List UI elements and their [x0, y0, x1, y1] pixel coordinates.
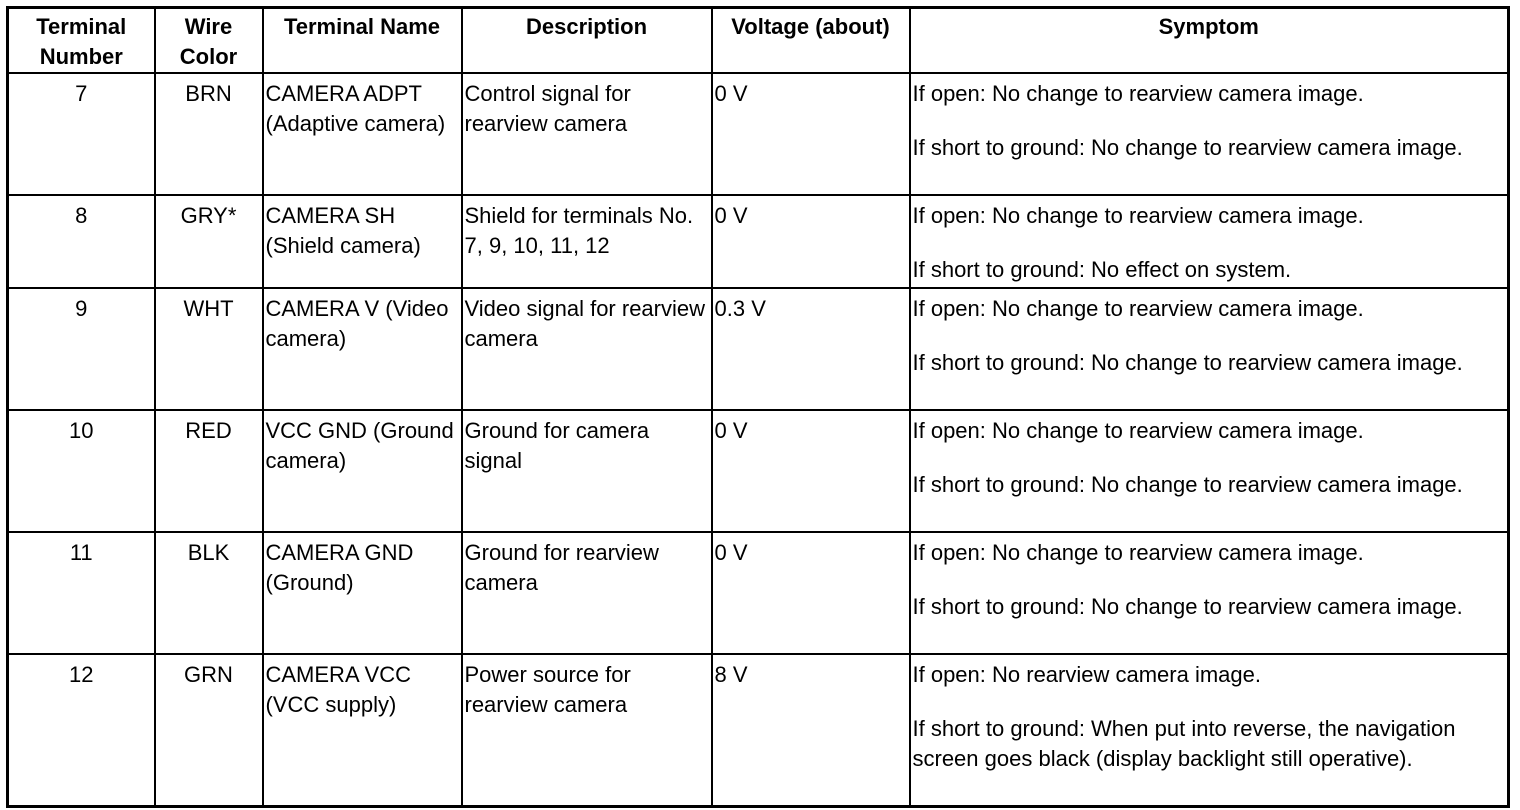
cell-terminal-number: 11 — [8, 532, 155, 654]
cell-symptom — [910, 73, 1509, 195]
cell-terminal-number: 9 — [8, 288, 155, 410]
cell-terminal-number: 8 — [8, 195, 155, 288]
cell-symptom — [910, 410, 1509, 532]
table-body — [8, 73, 1509, 806]
cell-voltage: 8 V — [712, 654, 910, 806]
header-symptom: Symptom — [910, 8, 1509, 74]
cell-terminal-number: 7 — [8, 73, 155, 195]
cell-terminal-name: CAMERA SH (Shield camera) — [263, 195, 462, 288]
cell-terminal-name: VCC GND (Ground camera) — [263, 410, 462, 532]
cell-symptom — [910, 288, 1509, 410]
header-terminal-number: Terminal Number — [8, 8, 155, 74]
cell-description: Shield for terminals No. 7, 9, 10, 11, 12 — [462, 195, 712, 288]
symptom-short: If short to ground: When put into reverse, the navigation screen goes black (display backlight still operative). — [912, 716, 1456, 771]
header-wire-color: Wire Color — [155, 8, 263, 74]
cell-wire-color: RED — [155, 410, 263, 532]
cell-terminal-name: CAMERA GND (Ground) — [263, 532, 462, 654]
cell-wire-color: WHT — [155, 288, 263, 410]
symptom-short: If short to ground: No change to rearview camera image. — [912, 135, 1463, 160]
symptom-open: If open: No rearview camera image. — [912, 662, 1261, 687]
cell-terminal-number: 10 — [8, 410, 155, 532]
symptom-open: If open: No change to rearview camera image. — [912, 540, 1364, 565]
table-row — [8, 195, 1509, 288]
cell-terminal-number: 12 — [8, 654, 155, 806]
cell-wire-color: BLK — [155, 532, 263, 654]
symptom-short: If short to ground: No change to rearview camera image. — [912, 472, 1463, 497]
symptom-open: If open: No change to rearview camera image. — [912, 203, 1364, 228]
cell-wire-color: GRY* — [155, 195, 263, 288]
cell-symptom — [910, 654, 1509, 806]
cell-voltage: 0 V — [712, 195, 910, 288]
cell-symptom — [910, 532, 1509, 654]
table-row — [8, 73, 1509, 195]
symptom-short: If short to ground: No change to rearview camera image. — [912, 350, 1463, 375]
cell-voltage: 0 V — [712, 410, 910, 532]
cell-symptom — [910, 195, 1509, 288]
header-description: Description — [462, 8, 712, 74]
cell-description: Control signal for rearview camera — [462, 73, 712, 195]
table-row — [8, 288, 1509, 410]
symptom-short: If short to ground: No effect on system. — [912, 257, 1292, 282]
table-row — [8, 532, 1509, 654]
cell-terminal-name: CAMERA ADPT (Adaptive camera) — [263, 73, 462, 195]
cell-description: Video signal for rearview camera — [462, 288, 712, 410]
cell-voltage: 0 V — [712, 532, 910, 654]
header-row — [8, 8, 1509, 74]
cell-terminal-name: CAMERA VCC (VCC supply) — [263, 654, 462, 806]
table-row — [8, 410, 1509, 532]
table-header — [8, 8, 1509, 74]
cell-description: Ground for rearview camera — [462, 532, 712, 654]
header-terminal-name: Terminal Name — [263, 8, 462, 74]
header-voltage: Voltage (about) — [712, 8, 910, 74]
cell-description: Ground for camera signal — [462, 410, 712, 532]
table-row — [8, 654, 1509, 806]
cell-voltage: 0.3 V — [712, 288, 910, 410]
symptom-short: If short to ground: No change to rearview camera image. — [912, 594, 1463, 619]
symptom-open: If open: No change to rearview camera image. — [912, 81, 1364, 106]
cell-wire-color: GRN — [155, 654, 263, 806]
cell-terminal-name: CAMERA V (Video camera) — [263, 288, 462, 410]
cell-wire-color: BRN — [155, 73, 263, 195]
symptom-open: If open: No change to rearview camera image. — [912, 296, 1364, 321]
terminal-table — [6, 6, 1510, 808]
cell-voltage: 0 V — [712, 73, 910, 195]
symptom-open: If open: No change to rearview camera image. — [912, 418, 1364, 443]
cell-description: Power source for rearview camera — [462, 654, 712, 806]
